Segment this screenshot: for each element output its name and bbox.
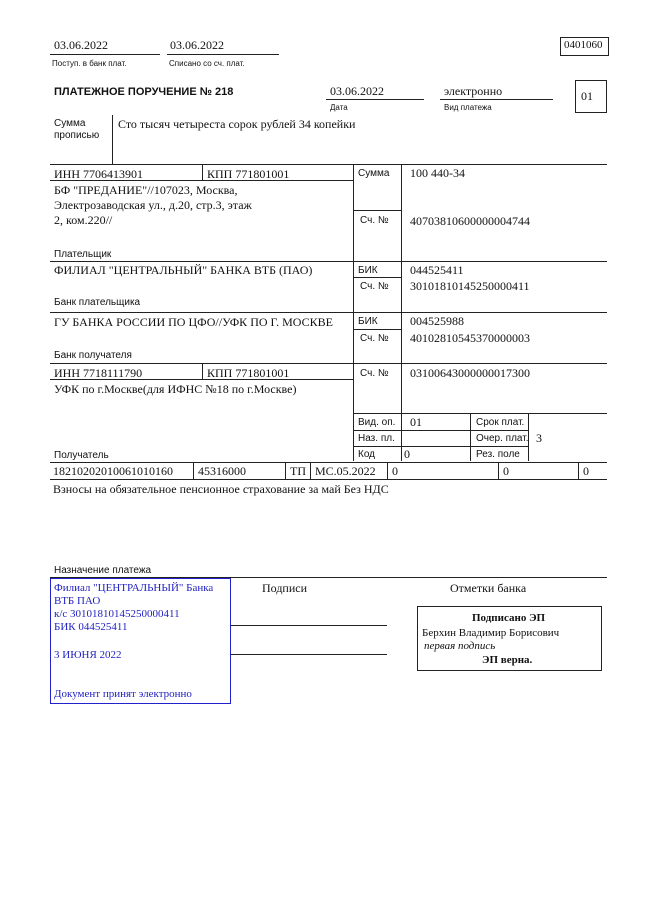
signatures-label: Подписи <box>262 581 308 595</box>
status-code: 01 <box>581 89 593 103</box>
stamp-line: ВТБ ПАО <box>54 595 101 607</box>
payer-inn: ИНН 7706413901 <box>54 167 143 181</box>
op-type-label: Вид. оп. <box>358 417 396 428</box>
payer-kpp: КПП 771801001 <box>207 167 290 181</box>
purpose-text: Взносы на обязательное пенсионное страхование за май Без НДС <box>53 482 389 496</box>
divider <box>202 363 203 379</box>
payer-label: Плательщик <box>54 249 112 260</box>
divider <box>326 99 424 100</box>
esign-title: Подписано ЭП <box>472 612 546 624</box>
payer-bank-label: Банк плательщика <box>54 297 141 308</box>
page-title: ПЛАТЕЖНОЕ ПОРУЧЕНИЕ № 218 <box>54 86 234 98</box>
divider <box>353 446 528 447</box>
divider <box>498 462 499 479</box>
divider <box>50 180 353 181</box>
stamp-footer: Документ принят электронно <box>54 688 192 700</box>
tax-period: МС.05.2022 <box>315 464 376 478</box>
esign-verified: ЭП верна. <box>482 654 533 666</box>
reserved-field-label: Рез. поле <box>476 449 520 460</box>
payee-corr-label: Сч. № <box>360 333 389 344</box>
divider <box>50 54 160 55</box>
debited-date: 03.06.2022 <box>170 38 224 52</box>
divider <box>353 413 607 414</box>
divider <box>202 164 203 180</box>
code-label: Код <box>358 449 376 460</box>
payee-bank-name: ГУ БАНКА РОССИИ ПО ЦФО//УФК ПО Г. МОСКВЕ <box>54 315 333 329</box>
doc-date: 03.06.2022 <box>330 84 384 98</box>
stamp-line: Филиал "ЦЕНТРАЛЬНЫЙ" Банка <box>54 582 214 594</box>
amount-label: Сумма <box>358 168 390 179</box>
signature-line <box>230 654 387 655</box>
payee-corr-account: 40102810545370000003 <box>410 331 530 345</box>
divider <box>578 462 579 479</box>
divider <box>285 462 286 479</box>
divider <box>310 462 311 479</box>
amount-words-label-2: прописью <box>54 130 100 141</box>
amount-words-label: Сумма <box>54 118 86 129</box>
payee-account-label: Сч. № <box>360 368 389 379</box>
divider <box>112 115 113 164</box>
op-type: 01 <box>410 415 422 429</box>
payee-bank-label: Банк получателя <box>54 350 132 361</box>
order-value: 3 <box>536 431 542 445</box>
esign-signer: Берхин Владимир Борисович <box>422 627 560 639</box>
bank-marks-label: Отметки банка <box>450 581 527 595</box>
purpose-label: Назначение платежа <box>54 565 152 576</box>
received-date: 03.06.2022 <box>54 38 108 52</box>
payer-name-line: Электрозаводская ул., д.20, стр.3, этаж <box>54 198 252 212</box>
amount-words: Сто тысяч четыреста сорок рублей 34 копейки <box>118 117 356 131</box>
payee-inn: ИНН 7718111790 <box>54 366 143 380</box>
purpose-code-label: Наз. пл. <box>358 433 395 444</box>
divider <box>167 54 279 55</box>
payer-bank-name: ФИЛИАЛ "ЦЕНТРАЛЬНЫЙ" БАНКА ВТБ (ПАО) <box>54 263 313 277</box>
esign-role: первая подпись <box>424 640 496 652</box>
divider <box>353 277 401 278</box>
payer-corr-label: Сч. № <box>360 281 389 292</box>
term-label: Срок плат. <box>476 417 525 428</box>
divider <box>470 413 471 461</box>
divider <box>50 261 607 262</box>
payment-type: электронно <box>444 84 503 98</box>
divider <box>50 164 607 165</box>
tax-oktmo: 45316000 <box>198 464 246 478</box>
payer-name-line: 2, ком.220// <box>54 213 113 227</box>
payee-kpp: КПП 771801001 <box>207 366 290 380</box>
payee-name: УФК по г.Москве(для ИФНС №18 по г.Москве) <box>54 382 297 396</box>
tax-doc-date: 0 <box>503 464 509 478</box>
divider <box>193 462 194 479</box>
tax-basis: ТП <box>290 464 306 478</box>
divider <box>50 312 607 313</box>
debited-label: Списано со сч. плат. <box>169 59 245 68</box>
stamp-line: БИК 044525411 <box>54 621 128 633</box>
tax-doc-number: 0 <box>392 464 398 478</box>
received-label: Поступ. в банк плат. <box>52 59 127 68</box>
payee-bik: 004525988 <box>410 314 464 328</box>
date-label: Дата <box>330 103 348 112</box>
divider <box>50 479 607 480</box>
payee-label: Получатель <box>54 450 109 461</box>
code-value: 0 <box>404 447 410 461</box>
payer-account-label: Сч. № <box>360 215 389 226</box>
tax-kbk: 18210202010061010160 <box>53 464 173 478</box>
divider <box>440 99 553 100</box>
signature-line <box>230 625 387 626</box>
payment-type-label: Вид платежа <box>444 103 492 112</box>
divider <box>50 379 353 380</box>
esign-box <box>417 606 602 671</box>
divider <box>50 363 607 364</box>
divider <box>387 462 388 479</box>
payer-corr-account: 30101810145250000411 <box>410 279 530 293</box>
payer-name-line: БФ "ПРЕДАНИЕ"//107023, Москва, <box>54 183 238 197</box>
payer-account: 40703810600000004744 <box>410 214 530 228</box>
divider <box>353 430 528 431</box>
amount-value: 100 440-34 <box>410 166 465 180</box>
payee-account: 03100643000000017300 <box>410 366 530 380</box>
bank-stamp <box>50 578 231 704</box>
payee-bik-label: БИК <box>358 316 378 327</box>
form-code: 0401060 <box>564 39 603 51</box>
stamp-date: 3 ИЮНЯ 2022 <box>54 649 122 661</box>
stamp-line: к/с 30101810145250000411 <box>54 608 180 620</box>
payer-bik-label: БИК <box>358 265 378 276</box>
tax-type: 0 <box>583 464 589 478</box>
divider <box>353 210 401 211</box>
divider <box>50 462 607 463</box>
order-label: Очер. плат. <box>476 433 529 444</box>
payer-bik: 044525411 <box>410 263 464 277</box>
divider <box>353 329 401 330</box>
